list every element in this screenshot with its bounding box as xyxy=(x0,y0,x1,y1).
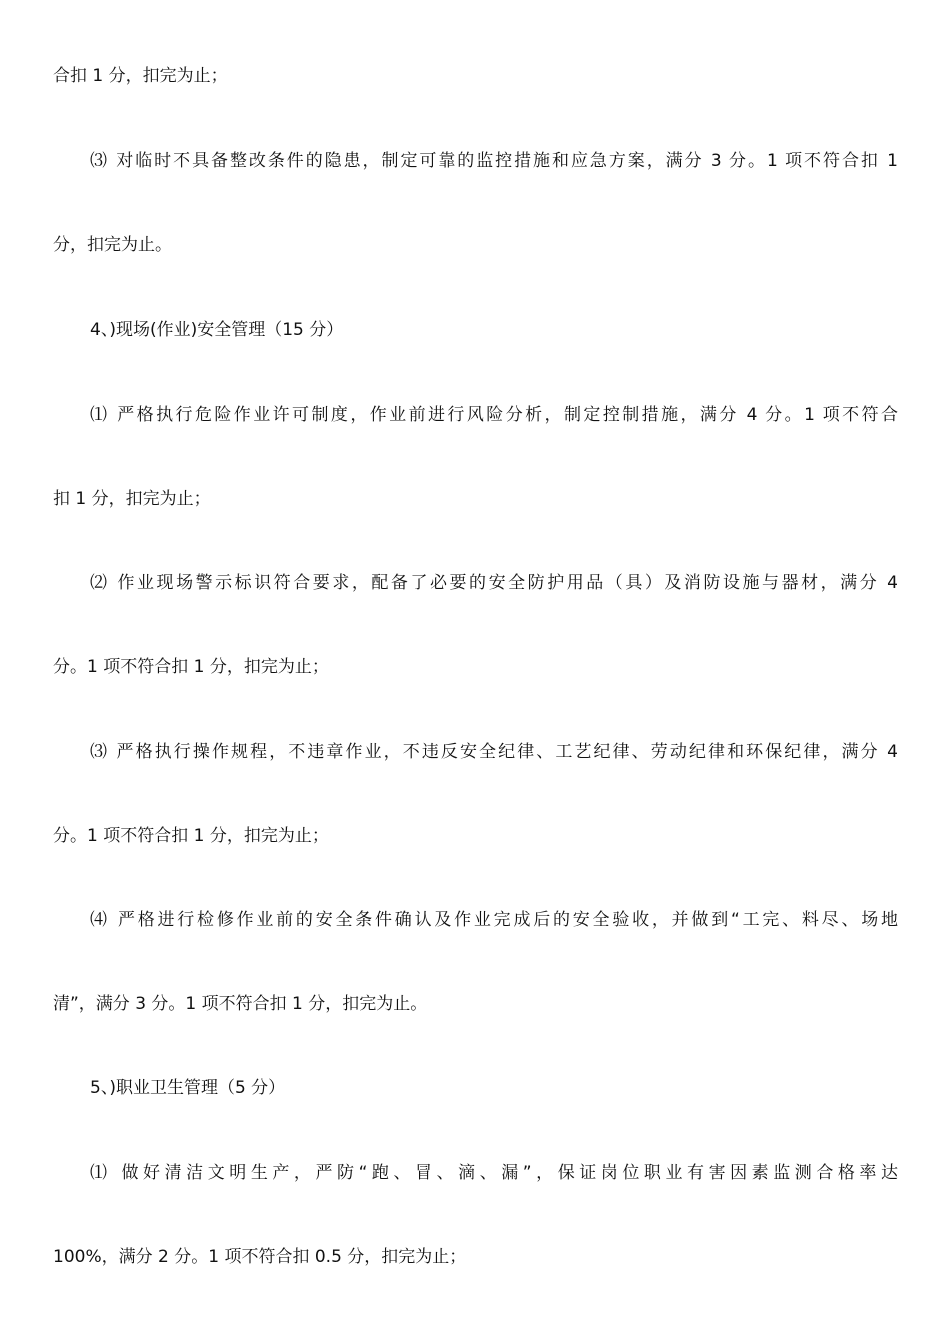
paragraph-line: 扣 1 分，扣完为止； xyxy=(53,489,211,509)
paragraph-line: ⑶ 严格执行操作规程，不违章作业，不违反安全纪律、工艺纪律、劳动纪律和环保纪律，满分 4 xyxy=(90,742,898,762)
paragraph-line: ⑴ 严格执行危险作业许可制度，作业前进行风险分析，制定控制措施，满分 4 分。1 项不符合 xyxy=(90,405,898,425)
paragraph-line: 100%，满分 2 分。1 项不符合扣 0.5 分，扣完为止； xyxy=(53,1247,467,1267)
paragraph-line: ⑵ 作业现场警示标识符合要求，配备了必要的安全防护用品（具）及消防设施与器材，满分 4 xyxy=(90,573,898,593)
paragraph-line: ⑶ 对临时不具备整改条件的隐患，制定可靠的监控措施和应急方案，满分 3 分。1 项不符合扣 1 xyxy=(90,151,898,171)
section-heading: 5、)职业卫生管理（5 分） xyxy=(90,1078,286,1098)
paragraph-line: 分。1 项不符合扣 1 分，扣完为止； xyxy=(53,826,329,846)
paragraph-line: ⑴ 做好清洁文明生产，严防“跑、冒、滴、漏”，保证岗位职业有害因素监测合格率达 xyxy=(90,1163,898,1183)
paragraph-line: 分。1 项不符合扣 1 分，扣完为止； xyxy=(53,657,329,677)
paragraph-line: 合扣 1 分，扣完为止； xyxy=(53,66,228,86)
section-heading: 4、)现场(作业)安全管理（15 分） xyxy=(90,320,344,340)
paragraph-line: 分，扣完为止。 xyxy=(53,235,172,255)
paragraph-line: ⑷ 严格进行检修作业前的安全条件确认及作业完成后的安全验收，并做到“工完、料尽、场地 xyxy=(90,910,898,930)
paragraph-line: 清”，满分 3 分。1 项不符合扣 1 分，扣完为止。 xyxy=(53,994,428,1014)
